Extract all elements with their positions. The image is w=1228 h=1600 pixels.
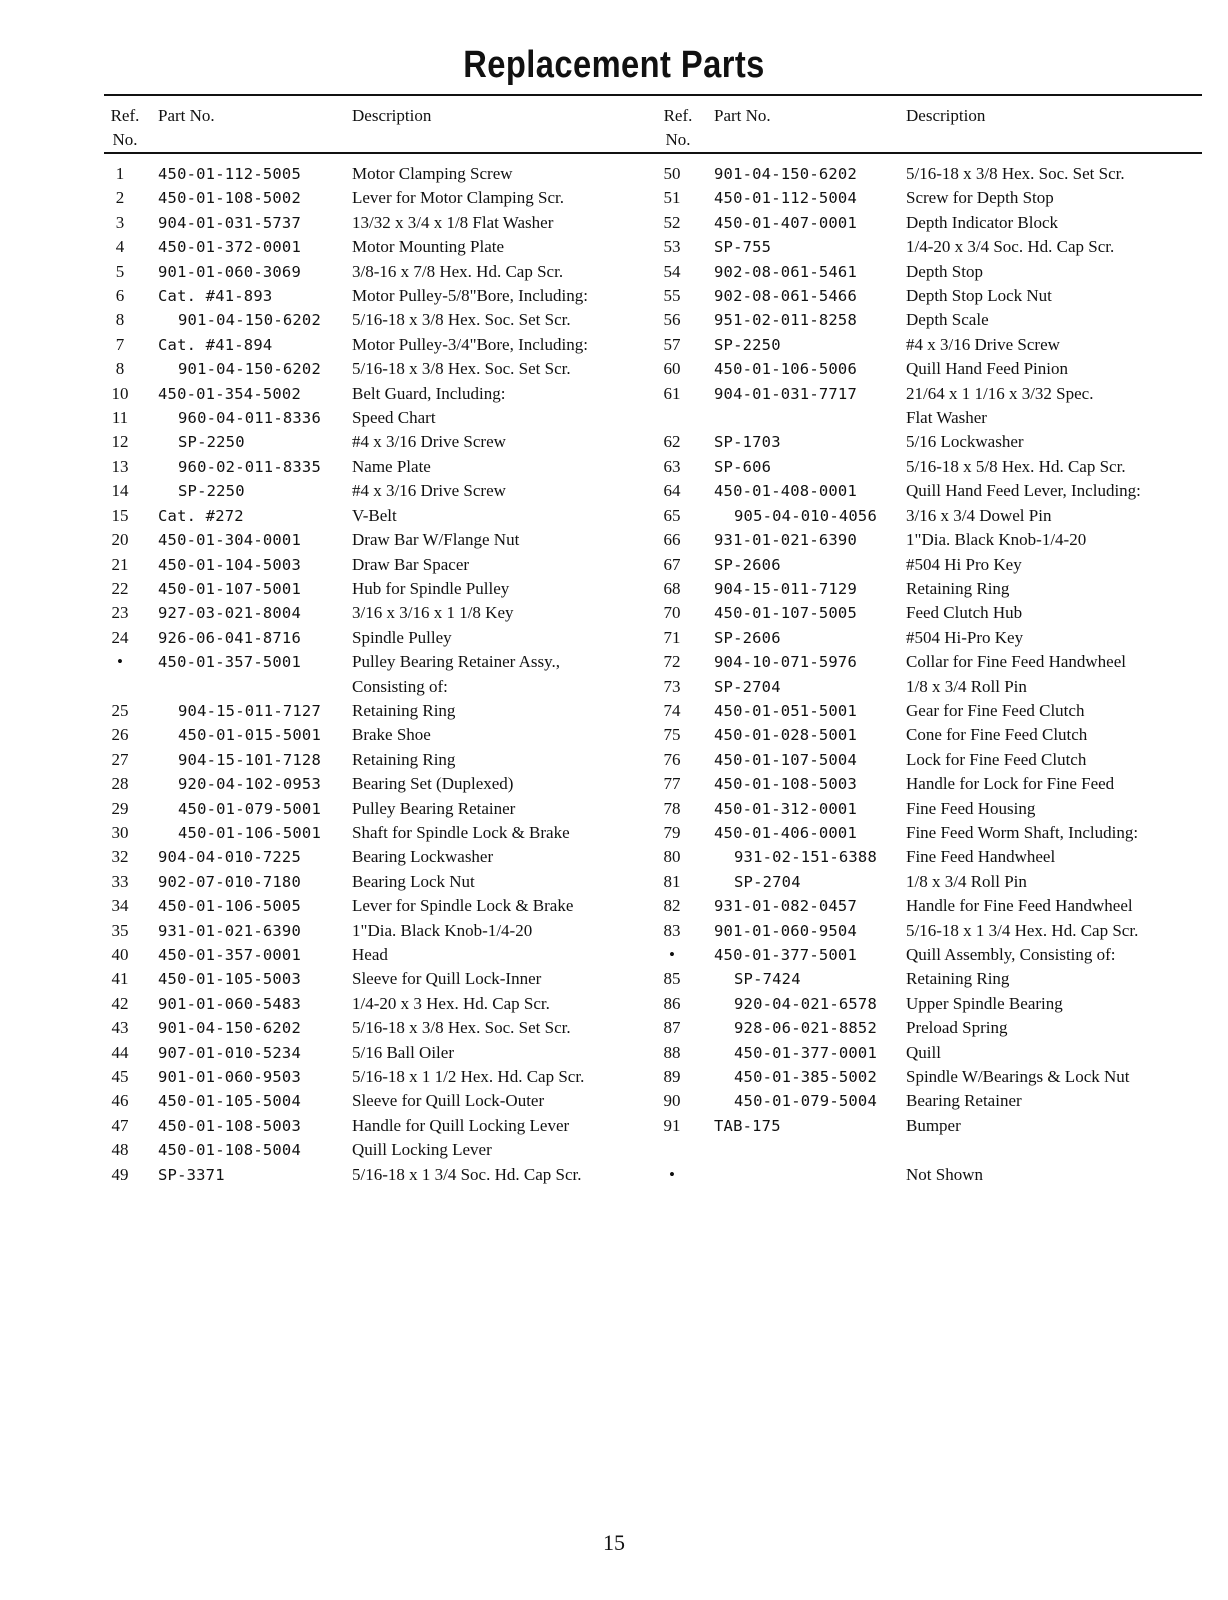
ref-number: 80 [663, 847, 681, 867]
part-number: 920-04-021-6578 [734, 994, 877, 1013]
part-number: 951-02-011-8258 [714, 311, 857, 330]
part-number: SP-3371 [158, 1165, 225, 1184]
part-description: Retaining Ring [352, 749, 456, 769]
part-description: Collar for Fine Feed Handwheel [906, 652, 1126, 672]
ref-number: 21 [111, 554, 129, 574]
part-number: 902-08-061-5466 [714, 287, 857, 306]
part-description: Quill Hand Feed Lever, Including: [906, 481, 1141, 501]
part-description: Handle for Fine Feed Handwheel [906, 896, 1133, 916]
part-description: Lever for Motor Clamping Scr. [352, 188, 564, 208]
ref-number: 25 [111, 700, 129, 720]
part-number: 450-01-028-5001 [714, 726, 857, 745]
ref-number: 77 [663, 774, 681, 794]
part-description: Fine Feed Worm Shaft, Including: [906, 822, 1139, 842]
ref-number: 43 [111, 1018, 129, 1038]
part-number: 904-04-010-7225 [158, 848, 301, 867]
part-description: 5/16-18 x 1 1/2 Hex. Hd. Cap Scr. [352, 1067, 585, 1087]
ref-number: 23 [111, 603, 129, 623]
part-description: Bearing Retainer [906, 1091, 1022, 1111]
part-description: 1/4-20 x 3/4 Soc. Hd. Cap Scr. [906, 237, 1115, 257]
ref-number: 34 [111, 896, 129, 916]
part-description: Depth Scale [906, 310, 989, 330]
ref-number: 89 [663, 1067, 681, 1087]
ref-number: 27 [111, 749, 129, 769]
ref-number: 75 [663, 725, 681, 745]
part-number: 901-01-060-9504 [714, 921, 857, 940]
part-description: #4 x 3/16 Drive Screw [352, 432, 506, 452]
part-description: Hub for Spindle Pulley [352, 578, 510, 598]
part-number: 450-01-079-5004 [734, 1092, 877, 1111]
ref-number: 64 [663, 481, 681, 501]
part-number: SP-2250 [178, 433, 245, 452]
part-description: 5/16-18 x 1 3/4 Soc. Hd. Cap Scr. [352, 1164, 582, 1184]
part-description: Motor Mounting Plate [352, 237, 505, 257]
part-description: 5/16-18 x 3/8 Hex. Soc. Set Scr. [352, 1018, 571, 1038]
ref-number: 78 [663, 798, 681, 818]
ref-number: 79 [663, 822, 681, 842]
part-description: Spindle W/Bearings & Lock Nut [906, 1067, 1130, 1087]
part-description: 3/16 x 3/4 Dowel Pin [906, 505, 1052, 525]
part-description: Screw for Depth Stop [906, 188, 1054, 208]
part-number: TAB-175 [714, 1116, 781, 1135]
part-number: 450-01-107-5001 [158, 579, 301, 598]
part-number: 920-04-102-0953 [178, 775, 321, 794]
part-description: 5/16 Lockwasher [906, 432, 1024, 452]
part-description: Lever for Spindle Lock & Brake [352, 896, 574, 916]
part-description: Brake Shoe [352, 725, 431, 745]
header-ref-right: Ref. No. [663, 106, 693, 149]
part-description: #504 Hi Pro Key [906, 554, 1022, 574]
ref-number: 30 [111, 822, 129, 842]
ref-number: 68 [663, 578, 681, 598]
part-number: 450-01-015-5001 [178, 726, 321, 745]
ref-number: 51 [663, 188, 681, 208]
part-description: #504 Hi-Pro Key [906, 627, 1024, 647]
part-description: Not Shown [906, 1164, 983, 1184]
part-number: Cat. #272 [158, 506, 244, 525]
ref-number: 8 [115, 359, 125, 379]
ref-number: 54 [663, 261, 681, 281]
part-description: Quill [906, 1042, 941, 1062]
ref-number: 24 [111, 627, 129, 647]
part-description: Gear for Fine Feed Clutch [906, 700, 1085, 720]
part-description: 21/64 x 1 1/16 x 3/32 Spec. [906, 383, 1094, 403]
part-number: 450-01-312-0001 [714, 799, 857, 818]
part-number: 902-08-061-5461 [714, 262, 857, 281]
part-number: SP-606 [714, 457, 772, 476]
header-part-right: Part No. [714, 106, 771, 125]
ref-number: 10 [111, 383, 129, 403]
header-desc-right: Description [906, 106, 986, 125]
part-number: 450-01-105-5003 [158, 970, 301, 989]
ref-number: 52 [663, 212, 681, 232]
part-description: Shaft for Spindle Lock & Brake [352, 822, 570, 842]
ref-number: 67 [663, 554, 681, 574]
page-number: 15 [603, 1530, 625, 1555]
ref-number: 1 [115, 164, 125, 183]
ref-number: 91 [663, 1115, 681, 1135]
page-title: Replacement Parts [463, 44, 765, 86]
ref-number: 86 [663, 993, 681, 1013]
ref-number: 2 [115, 188, 125, 208]
part-number: 907-01-010-5234 [158, 1043, 301, 1062]
part-number: SP-2250 [714, 335, 781, 354]
part-description: Depth Stop Lock Nut [906, 286, 1052, 306]
ref-number: 50 [663, 164, 681, 183]
ref-number: 66 [663, 530, 681, 550]
part-description: 3/16 x 3/16 x 1 1/8 Key [352, 603, 514, 623]
ref-number: 53 [663, 237, 681, 257]
ref-number: 6 [115, 286, 125, 306]
part-description: Motor Pulley-5/8"Bore, Including: [352, 286, 588, 306]
header-bottom-rule [104, 152, 1202, 154]
part-number: 450-01-406-0001 [714, 823, 857, 842]
part-number: 901-01-060-9503 [158, 1068, 301, 1087]
ref-number: 76 [663, 749, 681, 769]
part-description: Bearing Set (Duplexed) [352, 774, 514, 794]
ref-number: • [117, 652, 123, 672]
part-number: 905-04-010-4056 [734, 506, 877, 525]
part-description: Flat Washer [906, 408, 987, 428]
part-number: 904-01-031-5737 [158, 213, 301, 232]
part-number: 901-04-150-6202 [714, 165, 857, 183]
part-description: Bumper [906, 1115, 961, 1135]
part-number: 904-01-031-7717 [714, 384, 857, 403]
part-number: 450-01-107-5005 [714, 604, 857, 623]
ref-number: 33 [111, 871, 129, 891]
part-description: 13/32 x 3/4 x 1/8 Flat Washer [352, 212, 554, 232]
part-number: 901-04-150-6202 [158, 1019, 301, 1038]
part-number: 960-02-011-8335 [178, 457, 321, 476]
part-description: Draw Bar W/Flange Nut [352, 530, 520, 550]
ref-number: 48 [111, 1140, 129, 1160]
part-number: 901-04-150-6202 [178, 311, 321, 330]
ref-number: 65 [663, 505, 681, 525]
part-description: Lock for Fine Feed Clutch [906, 749, 1087, 769]
part-number: Cat. #41-894 [158, 335, 273, 354]
part-description: Upper Spindle Bearing [906, 993, 1063, 1013]
part-number: 450-01-372-0001 [158, 238, 301, 257]
ref-number: 60 [663, 359, 681, 379]
part-number: 450-01-354-5002 [158, 384, 301, 403]
part-description: 1"Dia. Black Knob-1/4-20 [906, 530, 1087, 550]
part-description: Spindle Pulley [352, 627, 452, 647]
part-number: SP-2606 [714, 628, 781, 647]
part-description: 1/4-20 x 3 Hex. Hd. Cap Scr. [352, 993, 550, 1013]
part-description: Quill Assembly, Consisting of: [906, 945, 1116, 964]
part-number: 450-01-051-5001 [714, 701, 857, 720]
part-number: 931-01-021-6390 [714, 531, 857, 550]
part-number: 450-01-108-5003 [714, 775, 857, 794]
ref-number: 73 [663, 676, 681, 696]
part-number: 450-01-104-5003 [158, 555, 301, 574]
part-number: 926-06-041-8716 [158, 628, 301, 647]
ref-number: 5 [115, 261, 125, 281]
part-description: Depth Stop [906, 261, 983, 281]
part-number: 450-01-304-0001 [158, 531, 301, 550]
ref-number: 63 [663, 456, 681, 476]
part-number: 904-10-071-5976 [714, 653, 857, 672]
header-ref-left: Ref. No. [110, 106, 140, 149]
ref-number: 82 [663, 896, 681, 916]
part-number: SP-2704 [714, 677, 781, 696]
part-description: Preload Spring [906, 1018, 1008, 1038]
ref-number: • [669, 945, 675, 964]
part-description: Handle for Lock for Fine Feed [906, 774, 1115, 794]
part-description: 1/8 x 3/4 Roll Pin [906, 871, 1027, 891]
ref-number: 90 [663, 1091, 681, 1111]
part-description: Cone for Fine Feed Clutch [906, 725, 1088, 745]
ref-number: 55 [663, 286, 681, 306]
part-description: Pulley Bearing Retainer Assy., [352, 652, 561, 672]
part-number: SP-2704 [734, 872, 801, 891]
part-description: #4 x 3/16 Drive Screw [352, 481, 506, 501]
ref-number: 13 [111, 456, 129, 476]
part-number: 928-06-021-8852 [734, 1019, 877, 1038]
part-description: Speed Chart [352, 408, 436, 428]
part-description: Motor Pulley-3/4"Bore, Including: [352, 334, 588, 354]
part-number: 902-07-010-7180 [158, 872, 301, 891]
ref-number: 88 [663, 1042, 681, 1062]
part-number: 450-01-106-5006 [714, 360, 857, 379]
ref-number: 35 [111, 920, 129, 940]
part-number: 450-01-377-0001 [734, 1043, 877, 1062]
part-number: 901-01-060-5483 [158, 994, 301, 1013]
ref-number: 14 [111, 481, 129, 501]
part-description: 1"Dia. Black Knob-1/4-20 [352, 920, 533, 940]
ref-number: 42 [111, 993, 129, 1013]
header-top-rule [104, 94, 1202, 96]
part-description: Retaining Ring [906, 969, 1010, 989]
part-number: 450-01-377-5001 [714, 946, 857, 964]
ref-number: 49 [111, 1164, 129, 1184]
part-number: 450-01-407-0001 [714, 213, 857, 232]
part-description: Retaining Ring [352, 700, 456, 720]
part-number: SP-755 [714, 238, 772, 257]
part-description: V-Belt [352, 505, 397, 525]
part-number: SP-2606 [714, 555, 781, 574]
ref-number: 46 [111, 1091, 129, 1111]
ref-number: 41 [111, 969, 129, 989]
part-description: 5/16 Ball Oiler [352, 1042, 454, 1062]
part-number: 904-15-101-7128 [178, 750, 321, 769]
part-number: 904-15-011-7129 [714, 579, 857, 598]
ref-number: 72 [663, 652, 681, 672]
ref-number: 56 [663, 310, 681, 330]
ref-number: 83 [663, 920, 681, 940]
part-description: Depth Indicator Block [906, 212, 1059, 232]
ref-number: 71 [663, 627, 681, 647]
part-number: 450-01-408-0001 [714, 482, 857, 501]
part-description: Head [352, 945, 388, 964]
header-part-left: Part No. [158, 106, 215, 125]
ref-number: 62 [663, 432, 681, 452]
ref-number: 26 [111, 725, 129, 745]
part-number: 904-15-011-7127 [178, 701, 321, 720]
ref-number: 87 [663, 1018, 681, 1038]
part-description: #4 x 3/16 Drive Screw [906, 334, 1060, 354]
part-description: 5/16-18 x 3/8 Hex. Soc. Set Scr. [352, 310, 571, 330]
ref-number: 20 [111, 530, 129, 550]
part-description: Quill Hand Feed Pinion [906, 359, 1068, 379]
ref-number: 15 [111, 505, 129, 525]
ref-number: 57 [663, 334, 681, 354]
part-number: 450-01-108-5003 [158, 1116, 301, 1135]
ref-number: 40 [111, 945, 129, 964]
part-description: Fine Feed Housing [906, 798, 1036, 818]
ref-number: 7 [115, 334, 125, 354]
part-description: 1/8 x 3/4 Roll Pin [906, 676, 1027, 696]
part-description: Pulley Bearing Retainer [352, 798, 516, 818]
ref-number: 12 [111, 432, 129, 452]
part-number: 927-03-021-8004 [158, 604, 301, 623]
part-description: Draw Bar Spacer [352, 554, 470, 574]
part-description: Feed Clutch Hub [906, 603, 1023, 623]
part-number: 901-01-060-3069 [158, 262, 301, 281]
part-description: 5/16-18 x 3/8 Hex. Soc. Set Scr. [352, 359, 571, 379]
part-number: 450-01-112-5004 [714, 189, 857, 208]
part-description: Belt Guard, Including: [352, 383, 506, 403]
ref-number: 29 [111, 798, 129, 818]
ref-number: 11 [111, 408, 129, 428]
part-number: 450-01-108-5002 [158, 189, 301, 208]
part-description: Sleeve for Quill Lock-Inner [352, 969, 542, 989]
part-number: 450-01-106-5005 [158, 897, 301, 916]
part-number: 960-04-011-8336 [178, 409, 321, 428]
part-description: 5/16-18 x 5/8 Hex. Hd. Cap Scr. [906, 456, 1126, 476]
part-description: Handle for Quill Locking Lever [352, 1115, 570, 1135]
part-number: 450-01-385-5002 [734, 1068, 877, 1087]
part-number: 450-01-106-5001 [178, 823, 321, 842]
part-number: 450-01-357-5001 [158, 653, 301, 672]
part-number: 450-01-079-5001 [178, 799, 321, 818]
ref-number: 28 [111, 774, 129, 794]
ref-number: • [669, 1164, 675, 1184]
part-number: Cat. #41-893 [158, 287, 273, 306]
part-description: Name Plate [352, 456, 431, 476]
part-number: 931-02-151-6388 [734, 848, 877, 867]
ref-number: 3 [115, 212, 125, 232]
ref-number: 22 [111, 578, 129, 598]
part-description: Bearing Lock Nut [352, 871, 475, 891]
part-number: SP-2250 [178, 482, 245, 501]
ref-number: 45 [111, 1067, 129, 1087]
ref-number: 70 [663, 603, 681, 623]
part-number: 931-01-082-0457 [714, 897, 857, 916]
part-number: 450-01-112-5005 [158, 165, 301, 183]
ref-number: 61 [663, 383, 681, 403]
ref-number: 8 [115, 310, 125, 330]
part-description: Motor Clamping Screw [352, 164, 513, 183]
part-description: Consisting of: [352, 676, 448, 696]
ref-number: 81 [663, 871, 681, 891]
part-description: Bearing Lockwasher [352, 847, 494, 867]
ref-number: 44 [111, 1042, 129, 1062]
part-number: 450-01-107-5004 [714, 750, 857, 769]
part-number: 450-01-105-5004 [158, 1092, 301, 1111]
part-number: 450-01-108-5004 [158, 1141, 301, 1160]
part-description: Fine Feed Handwheel [906, 847, 1056, 867]
part-number: 931-01-021-6390 [158, 921, 301, 940]
part-number: SP-7424 [734, 970, 801, 989]
ref-number: 4 [115, 237, 125, 257]
part-description: Sleeve for Quill Lock-Outer [352, 1091, 545, 1111]
ref-number: 32 [111, 847, 129, 867]
part-number: 450-01-357-0001 [158, 946, 301, 964]
part-number: 901-04-150-6202 [178, 360, 321, 379]
ref-number: 47 [111, 1115, 129, 1135]
part-description: Retaining Ring [906, 578, 1010, 598]
ref-number: 74 [663, 700, 681, 720]
part-description: 5/16-18 x 3/8 Hex. Soc. Set Scr. [906, 164, 1125, 183]
part-description: 3/8-16 x 7/8 Hex. Hd. Cap Scr. [352, 261, 564, 281]
part-number: SP-1703 [714, 433, 781, 452]
header-desc-left: Description [352, 106, 432, 125]
part-description: Quill Locking Lever [352, 1140, 492, 1160]
part-description: 5/16-18 x 1 3/4 Hex. Hd. Cap Scr. [906, 920, 1139, 940]
ref-number: 85 [663, 969, 681, 989]
